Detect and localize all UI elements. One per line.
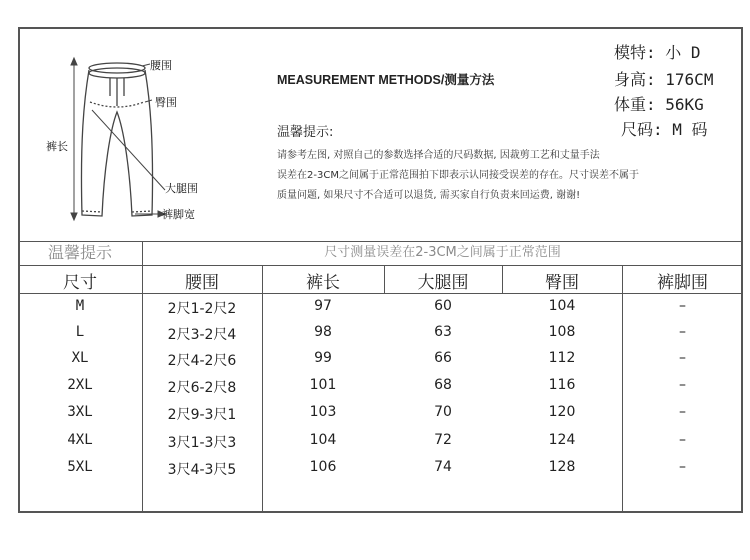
cell-waist: 3尺1-3尺3 xyxy=(167,435,237,451)
cell-hem: – xyxy=(679,404,686,420)
cell-length: 103 xyxy=(309,404,337,420)
tips-title: 温馨提示: xyxy=(277,125,334,140)
cell-size: 3XL xyxy=(67,404,93,420)
cell-thigh: 74 xyxy=(434,459,452,475)
cell-length: 101 xyxy=(309,377,337,393)
cell-hip: 116 xyxy=(548,377,576,393)
cell-length: 99 xyxy=(314,350,332,366)
model-name xyxy=(614,40,701,63)
height-value: 176CM xyxy=(665,70,714,89)
cell-length: 106 xyxy=(309,459,337,475)
cell-hem: – xyxy=(679,377,686,393)
cell-hip: 104 xyxy=(548,298,576,314)
model-value: 小 D xyxy=(665,43,701,62)
table-tip-label: 温馨提示 xyxy=(47,243,112,262)
model-weight xyxy=(614,92,704,115)
model-size xyxy=(621,117,708,140)
height-label: 身高: xyxy=(614,70,656,89)
cell-hem: – xyxy=(679,459,686,475)
header-hip: 臀围 xyxy=(545,273,579,293)
table-divider xyxy=(18,293,743,294)
table-divider xyxy=(18,265,743,266)
cell-hip: 124 xyxy=(548,432,576,448)
cell-hip: 108 xyxy=(548,324,576,340)
diagram-label-thigh: 大腿围 xyxy=(165,182,198,195)
header-size: 尺寸 xyxy=(63,273,97,293)
header-waist: 腰围 xyxy=(185,273,219,293)
diagram-label-hip: 臀围 xyxy=(155,96,177,109)
cell-waist: 2尺9-3尺1 xyxy=(167,407,237,423)
cell-waist: 2尺3-2尺4 xyxy=(167,327,237,343)
tips-line-2: 误差在2-3CM之间属于正常范围拍下即表示认同接受误差的存在。尺寸误差不属于 xyxy=(277,170,639,181)
diagram-label-length: 裤长 xyxy=(46,140,68,153)
cell-waist: 2尺4-2尺6 xyxy=(167,353,237,369)
cell-size: 2XL xyxy=(67,377,93,393)
header-length: 裤长 xyxy=(306,273,340,293)
cell-size: 4XL xyxy=(67,432,93,448)
cell-length: 97 xyxy=(314,298,332,314)
model-height xyxy=(614,67,713,90)
cell-size: L xyxy=(75,324,85,340)
cell-hem: – xyxy=(679,432,686,448)
cell-thigh: 66 xyxy=(434,350,452,366)
header-thigh: 大腿围 xyxy=(417,273,469,293)
cell-size: M xyxy=(75,298,85,314)
size-label: 尺码: xyxy=(621,120,663,139)
cell-hem: – xyxy=(679,298,686,314)
measurement-heading: MEASUREMENT METHODS/测量方法 xyxy=(277,73,495,87)
cell-hem: – xyxy=(679,324,686,340)
header-hem: 裤脚围 xyxy=(657,273,708,293)
size-value: M 码 xyxy=(672,120,708,139)
cell-thigh: 60 xyxy=(434,298,452,314)
diagram-label-waist: 腰围 xyxy=(150,59,172,72)
cell-thigh: 63 xyxy=(434,324,452,340)
cell-thigh: 72 xyxy=(434,432,452,448)
weight-value: 56KG xyxy=(665,95,704,114)
cell-hip: 128 xyxy=(548,459,576,475)
cell-hem: – xyxy=(679,350,686,366)
cell-waist: 2尺1-2尺2 xyxy=(167,301,237,317)
table-tip-note: 尺寸测量误差在2-3CM之间属于正常范围 xyxy=(324,245,561,260)
diagram-label-hem: 裤脚宽 xyxy=(162,208,195,221)
tips-line-1: 请参考左图, 对照自己的参数选择合适的尺码数据, 因裁剪工艺和丈量手法 xyxy=(277,150,600,161)
cell-waist: 2尺6-2尺8 xyxy=(167,380,237,396)
cell-length: 98 xyxy=(314,324,332,340)
model-label: 模特: xyxy=(614,43,656,62)
cell-size: 5XL xyxy=(67,459,93,475)
cell-thigh: 68 xyxy=(434,377,452,393)
cell-hip: 120 xyxy=(548,404,576,420)
cell-waist: 3尺4-3尺5 xyxy=(167,462,237,478)
weight-label: 体重: xyxy=(614,95,656,114)
tips-line-3: 质量问题, 如果尺寸不合适可以退货, 需买家自行负责来回运费, 谢谢! xyxy=(277,190,581,201)
cell-length: 104 xyxy=(309,432,337,448)
cell-thigh: 70 xyxy=(434,404,452,420)
cell-hip: 112 xyxy=(548,350,576,366)
cell-size: XL xyxy=(71,350,89,366)
pants-diagram xyxy=(22,30,242,235)
